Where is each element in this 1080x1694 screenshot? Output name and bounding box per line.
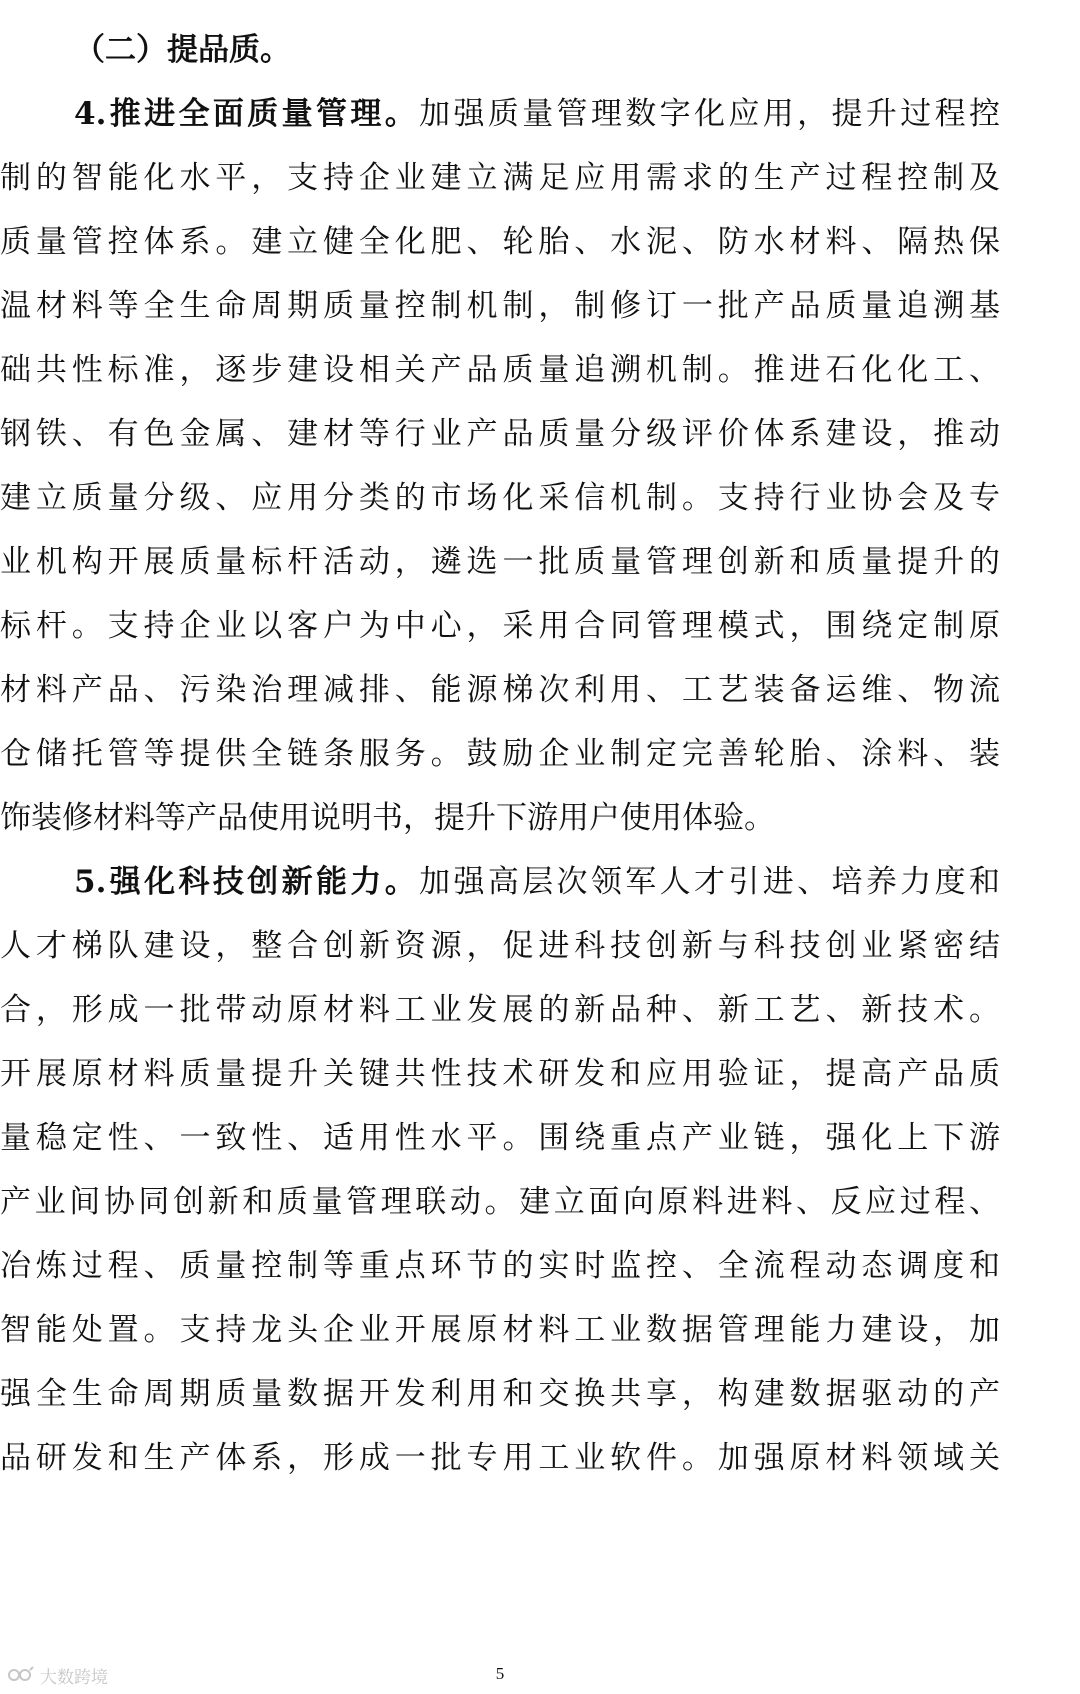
- para4-line: 仓储托管等提供全链条服务。鼓励企业制定完善轮胎、涂料、装: [0, 736, 1000, 772]
- para5-line: 智能处置。支持龙头企业开展原材料工业数据管理能力建设，加: [0, 1312, 1000, 1348]
- para4-line: 建立质量分级、应用分类的市场化采信机制。支持行业协会及专: [0, 480, 1000, 516]
- para4-first-line-text: 加强质量管理数字化应用，提升过程控: [419, 96, 1000, 132]
- para5-line: 产业间协同创新和质量管理联动。建立面向原料进料、反应过程、: [0, 1184, 1000, 1220]
- para4-first-line: [74, 82, 1000, 146]
- section-heading: （二）提品质。: [74, 32, 291, 68]
- para5-line: 强全生命周期质量数据开发利用和交换共享，构建数据驱动的产: [0, 1376, 1000, 1412]
- para4-line: 材料产品、污染治理减排、能源梯次利用、工艺装备运维、物流: [0, 672, 1000, 708]
- para5-line: 量稳定性、一致性、适用性水平。围绕重点产业链，强化上下游: [0, 1120, 1000, 1156]
- para4-line: 础共性标准，逐步建设相关产品质量追溯机制。推进石化化工、: [0, 352, 1000, 388]
- para5-line: 人才梯队建设，整合创新资源，促进科技创新与科技创业紧密结: [0, 928, 1000, 964]
- para4-line: 温材料等全生命周期质量控制机制，制修订一批产品质量追溯基: [0, 288, 1000, 324]
- para4-last-line: 饰装修材料等产品使用说明书，提升下游用户使用体验。: [0, 800, 775, 836]
- para5-first-line-text: 加强高层次领军人才引进、培养力度和: [419, 864, 1000, 900]
- para4-line: 业机构开展质量标杆活动，遴选一批质量管理创新和质量提升的: [0, 544, 1000, 580]
- para4-line: 钢铁、有色金属、建材等行业产品质量分级评价体系建设，推动: [0, 416, 1000, 452]
- para5-first-line: [74, 850, 1000, 914]
- para4-line: 制的智能化水平，支持企业建立满足应用需求的生产过程控制及: [0, 160, 1000, 196]
- para5-line: 合，形成一批带动原材料工业发展的新品种、新工艺、新技术。: [0, 992, 1000, 1028]
- para4-title: 4.推进全面质量管理。: [74, 96, 420, 132]
- watermark-text: 大数跨境: [40, 1667, 108, 1688]
- para5-line: 品研发和生产体系，形成一批专用工业软件。加强原材料领域关: [0, 1440, 1000, 1476]
- para4-line: 质量管控体系。建立健全化肥、轮胎、水泥、防水材料、隔热保: [0, 224, 1000, 260]
- para4-line: 标杆。支持企业以客户为中心，采用合同管理模式，围绕定制原: [0, 608, 1000, 644]
- page-number: 5: [495, 1664, 505, 1683]
- para5-line: 冶炼过程、质量控制等重点环节的实时监控、全流程动态调度和: [0, 1248, 1000, 1284]
- para5-title: 5.强化科技创新能力。: [74, 864, 420, 900]
- para5-line: 开展原材料质量提升关键共性技术研发和应用验证，提高产品质: [0, 1056, 1000, 1092]
